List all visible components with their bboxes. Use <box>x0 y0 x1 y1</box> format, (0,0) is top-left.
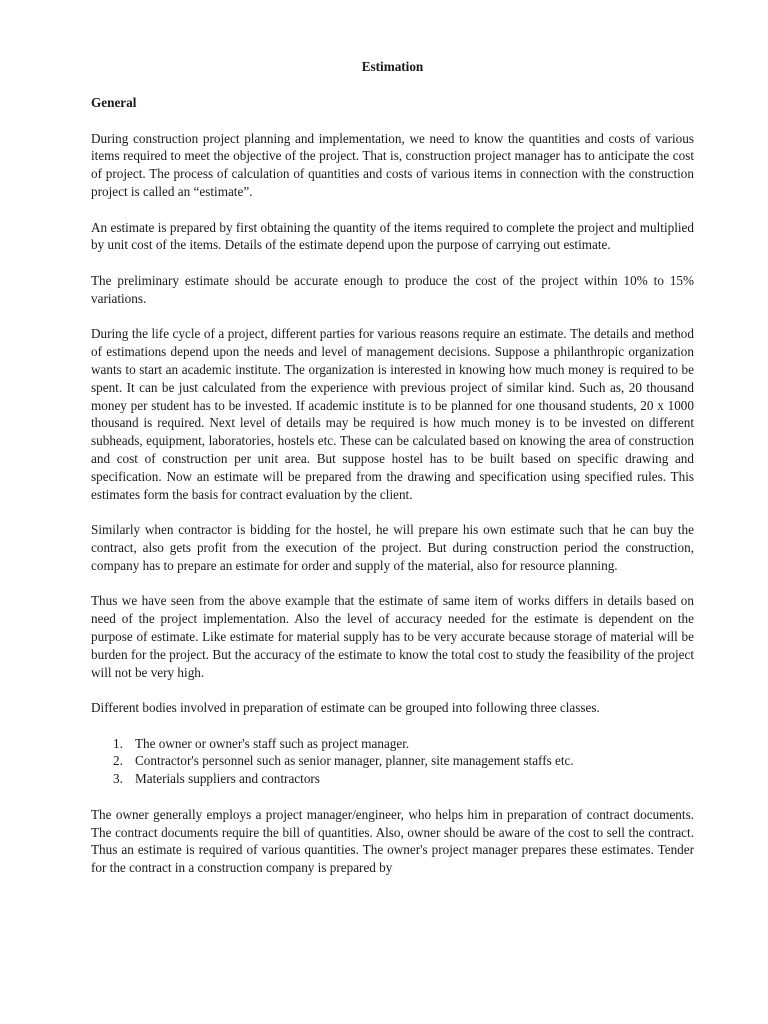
paragraph: During the life cycle of a project, different parties for various reasons require an estimate. The details and method of estimations depend upon the needs and level of management decisions. Suppose a philanthropic organization wants to start an academic institute. The organization is interested in knowing how much money is required to be spent. It can be just calculated from the experience with previous project of similar kind. Such as, 20 thousand money per student has to be invested. If academic institute is to be planned for one thousand students, 20 x 1000 thousand is required. Next level of details may be required is how much money is to be invested on different subheads, equipment, laboratories, hostels etc. These can be calculated based on knowing the area of construction and cost of construction per unit area. But suppose hostel has to be built based on specific drawing and specification. Now an estimate will be prepared from the drawing and specification using specified rules. This estimates form the basis for contract evaluation by the client. <box>91 326 694 502</box>
list-item-text: Contractor's personnel such as senior manager, planner, site management staffs etc. <box>135 753 574 769</box>
list-item <box>91 735 694 753</box>
list-item-text: Materials suppliers and contractors <box>135 771 320 787</box>
paragraph: Thus we have seen from the above example that the estimate of same item of works differs in details based on need of the project implementation. Also the level of accuracy needed for the estimate is dependent on the purpose of estimate. Like estimate for material supply has to be very accurate because storage of material will be burden for the project. But the accuracy of the estimate to know the total cost to study the feasibility of the project will not be very high. <box>91 593 694 680</box>
document-title: Estimation <box>361 59 424 74</box>
paragraph: Similarly when contractor is bidding for the hostel, he will prepare his own estimate such that he can buy the contract, also gets profit from the execution of the project. But during construction period the construction, company has to prepare an estimate for order and supply of the material, also for resource planning. <box>91 522 694 573</box>
list-item-text: The owner or owner's staff such as project manager. <box>135 735 410 751</box>
paragraph: An estimate is prepared by first obtaining the quantity of the items required to complete the project and multiplied by unit cost of the items. Details of the estimate depend upon the purpose of carrying out estimate. <box>91 219 694 253</box>
list-item <box>91 752 694 770</box>
list-item <box>91 770 694 788</box>
paragraph: During construction project planning and implementation, we need to know the quantities and costs of various items required to meet the objective of the project. That is, construction project manager has to anticipate the cost of project. The process of calculation of quantities and costs of various items in connection with the construction project is called an “estimate”. <box>91 130 694 199</box>
list-item-number: 2. <box>113 753 123 769</box>
estimator-classes-list <box>91 735 694 788</box>
document-page <box>91 58 694 895</box>
paragraph: Different bodies involved in preparation of estimate can be grouped into following three classes. <box>91 700 600 716</box>
paragraph: The preliminary estimate should be accurate enough to produce the cost of the project within 10% to 15% variations. <box>91 272 694 306</box>
paragraph: The owner generally employs a project manager/engineer, who helps him in preparation of contract documents. The contract documents require the bill of quantities. Also, owner should be aware of the cost to sell the contract. Thus an estimate is required of various quantities. The owner's project manager prepares these estimates. Tender for the contract in a construction company is prepared by <box>91 806 694 876</box>
list-item-number: 3. <box>113 771 123 787</box>
list-item-number: 1. <box>113 735 123 751</box>
section-heading: General <box>91 94 137 110</box>
